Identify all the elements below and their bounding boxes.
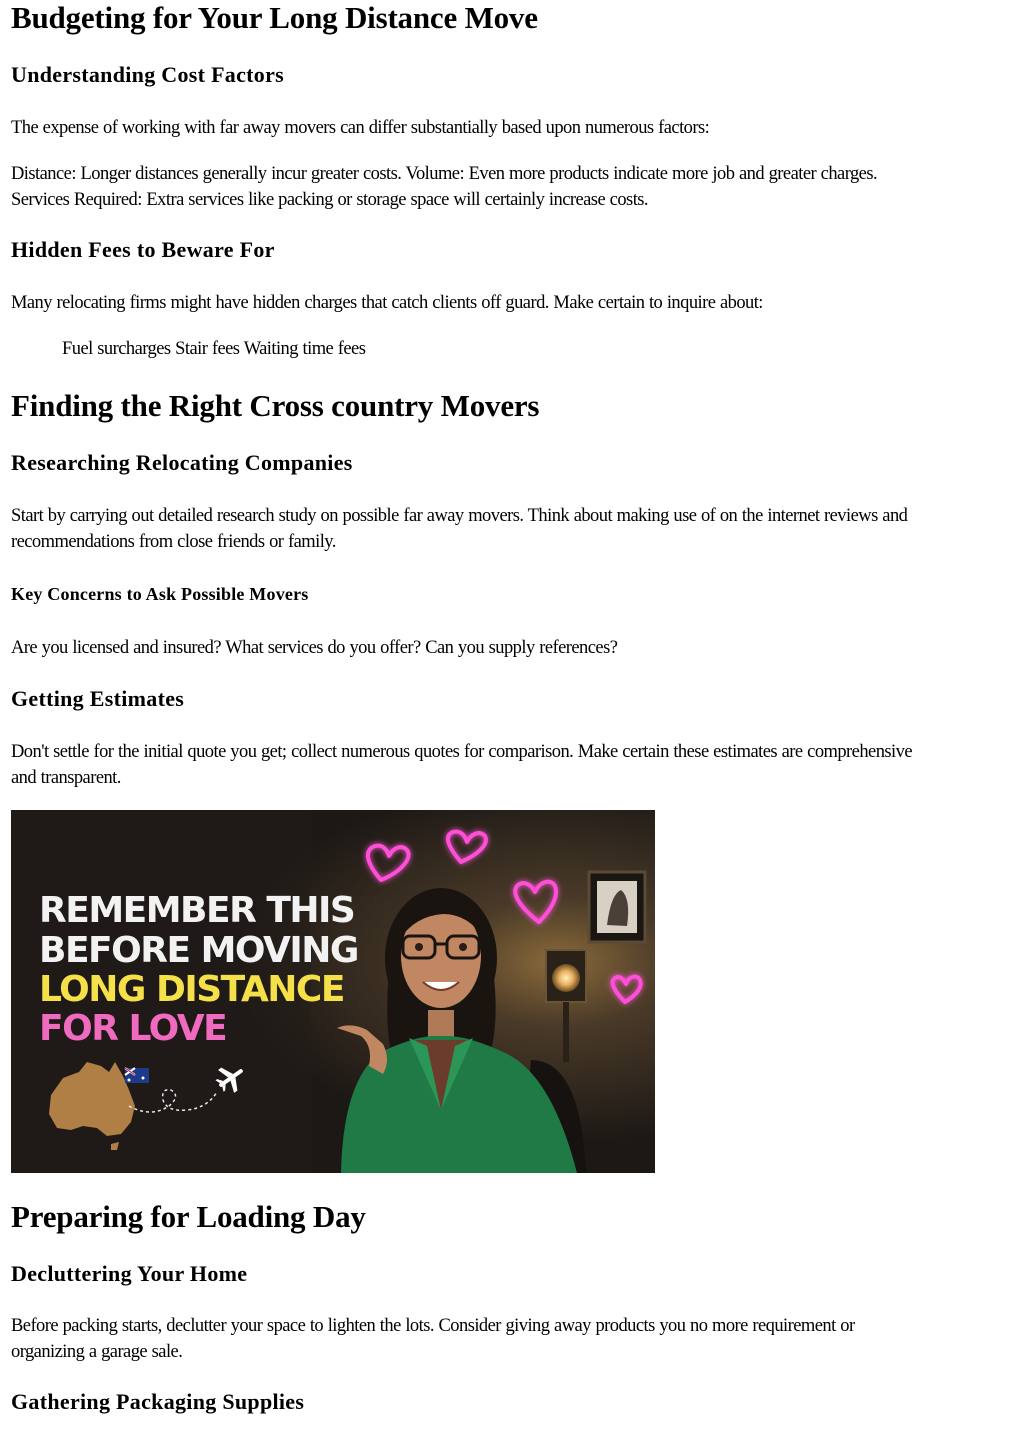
paragraph-decluttering-line-1: Before packing starts, declutter your space to lighten the lots. Consider giving away products you no more requirement or: [11, 1316, 855, 1336]
paragraph-hidden-fees: Many relocating firms might have hidden charges that catch clients off guard. Make certain to inquire about:: [11, 293, 763, 313]
section-title-loading-day: Preparing for Loading Day: [11, 1199, 366, 1234]
heading-packaging-supplies: Gathering Packaging Supplies: [11, 1389, 305, 1414]
fees-list: Fuel surcharges Stair fees Waiting time fees: [62, 339, 366, 359]
heading-decluttering: Decluttering Your Home: [11, 1261, 248, 1286]
paragraph-decluttering-line-2: organizing a garage sale.: [11, 1342, 183, 1362]
section-title-finding-movers: Finding the Right Cross country Movers: [11, 388, 540, 423]
australia-flag-icon: [125, 1068, 149, 1083]
heading-cost-factors: Understanding Cost Factors: [11, 62, 285, 87]
paragraph-cost-intro: The expense of working with far away movers can differ substantially based upon numerous factors:: [11, 118, 710, 138]
hero-text-line-2: BEFORE MOVING: [39, 930, 358, 971]
heading-hidden-fees: Hidden Fees to Beware For: [11, 237, 275, 262]
heading-researching: Researching Relocating Companies: [11, 450, 353, 475]
paragraph-research-line-1: Start by carrying out detailed research study on possible far away movers. Think about making use of on the internet reviews and: [11, 506, 908, 526]
hero-text-line-3: LONG DISTANCE: [39, 969, 344, 1010]
paragraph-research-line-2: recommendations from close friends or family.: [11, 532, 336, 552]
hero-text-line-1: REMEMBER THIS: [39, 890, 355, 931]
paragraph-key-concerns: Are you licensed and insured? What services do you offer? Can you supply references?: [11, 638, 618, 658]
hero-text-line-4: FOR LOVE: [39, 1008, 227, 1049]
hero-image: [11, 810, 655, 1173]
heading-estimates: Getting Estimates: [11, 686, 185, 711]
paragraph-estimates-line-1: Don't settle for the initial quote you get; collect numerous quotes for comparison. Make certain these estimates are comprehensive: [11, 742, 912, 762]
section-title-budgeting: Budgeting for Your Long Distance Move: [11, 0, 538, 35]
paragraph-cost-line-1: Distance: Longer distances generally incur greater costs. Volume: Even more products indicate more job and greater charges.: [11, 164, 878, 184]
paragraph-estimates-line-2: and transparent.: [11, 768, 121, 788]
picture-frame: [589, 872, 645, 942]
paragraph-cost-line-2: Services Required: Extra services like packing or storage space will certainly increase costs.: [11, 190, 649, 210]
heading-key-concerns: Key Concerns to Ask Possible Movers: [11, 584, 309, 604]
